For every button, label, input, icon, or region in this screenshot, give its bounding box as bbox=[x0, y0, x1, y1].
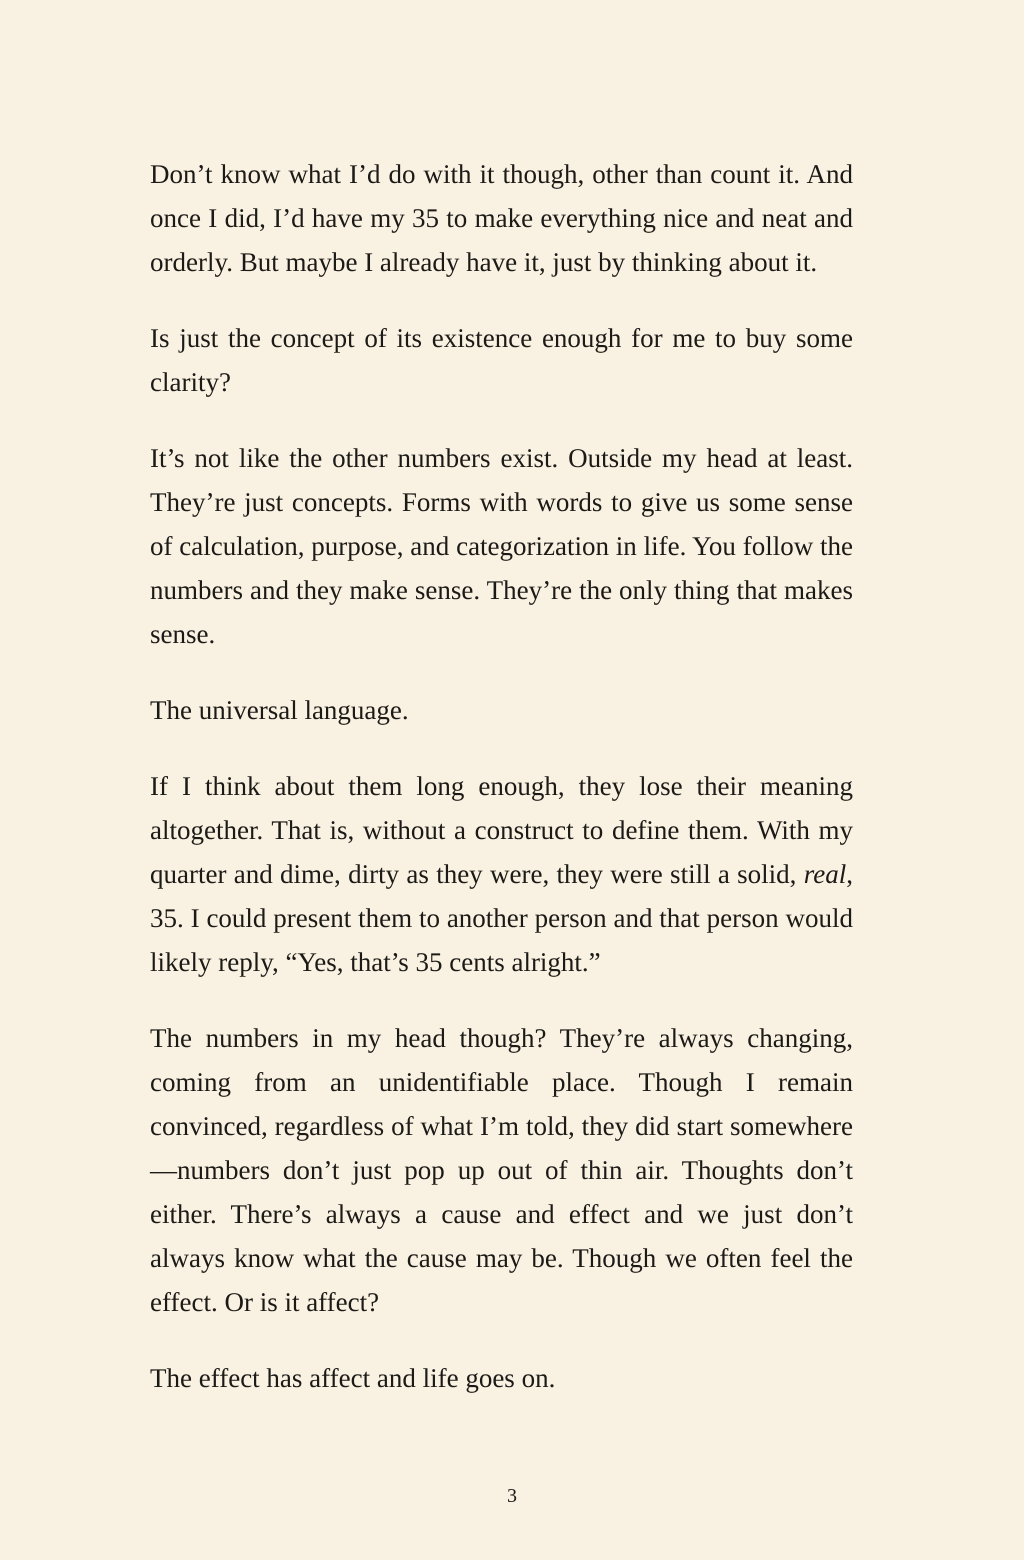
emphasized-word: real bbox=[803, 859, 847, 889]
paragraph-text-after: , 35. I could present them to another person and that person would likely reply, “Yes, that’s 35 cents alright.” bbox=[150, 859, 853, 977]
paragraph: The numbers in my head though? They’re always changing, coming from an unidentifiable place. Though I remain convinced, regardless of what I’m told, they did start somewhere—numbers don’t just pop up out of thin air. Thoughts don’t either. There’s always a cause and effect and we just don’t always know what the cause may be. Though we often feel the effect. Or is it affect? bbox=[150, 1023, 853, 1317]
paragraph: Don’t know what I’d do with it though, other than count it. And once I did, I’d have my 35 to make everything nice and neat and orderly. But maybe I already have it, just by thinking about it. bbox=[150, 159, 853, 277]
paragraph: Is just the concept of its existence enough for me to buy some clarity? bbox=[150, 323, 853, 397]
paragraph: The effect has affect and life goes on. bbox=[150, 1363, 556, 1393]
body-text bbox=[150, 152, 853, 1400]
paragraph: The universal language. bbox=[150, 695, 409, 725]
page-number: 3 bbox=[507, 1485, 517, 1507]
paragraph-text-before: If I think about them long enough, they lose their meaning altogether. That is, without a construct to define them. With my quarter and dime, dirty as they were, they were still a solid, bbox=[150, 771, 853, 889]
paragraph: It’s not like the other numbers exist. Outside my head at least. They’re just concepts. Forms with words to give us some sense of calculation, purpose, and categorization in life. You follow the numbers and they make sense. They’re the only thing that makes sense. bbox=[150, 443, 853, 649]
paragraph-with-emphasis bbox=[150, 764, 853, 984]
